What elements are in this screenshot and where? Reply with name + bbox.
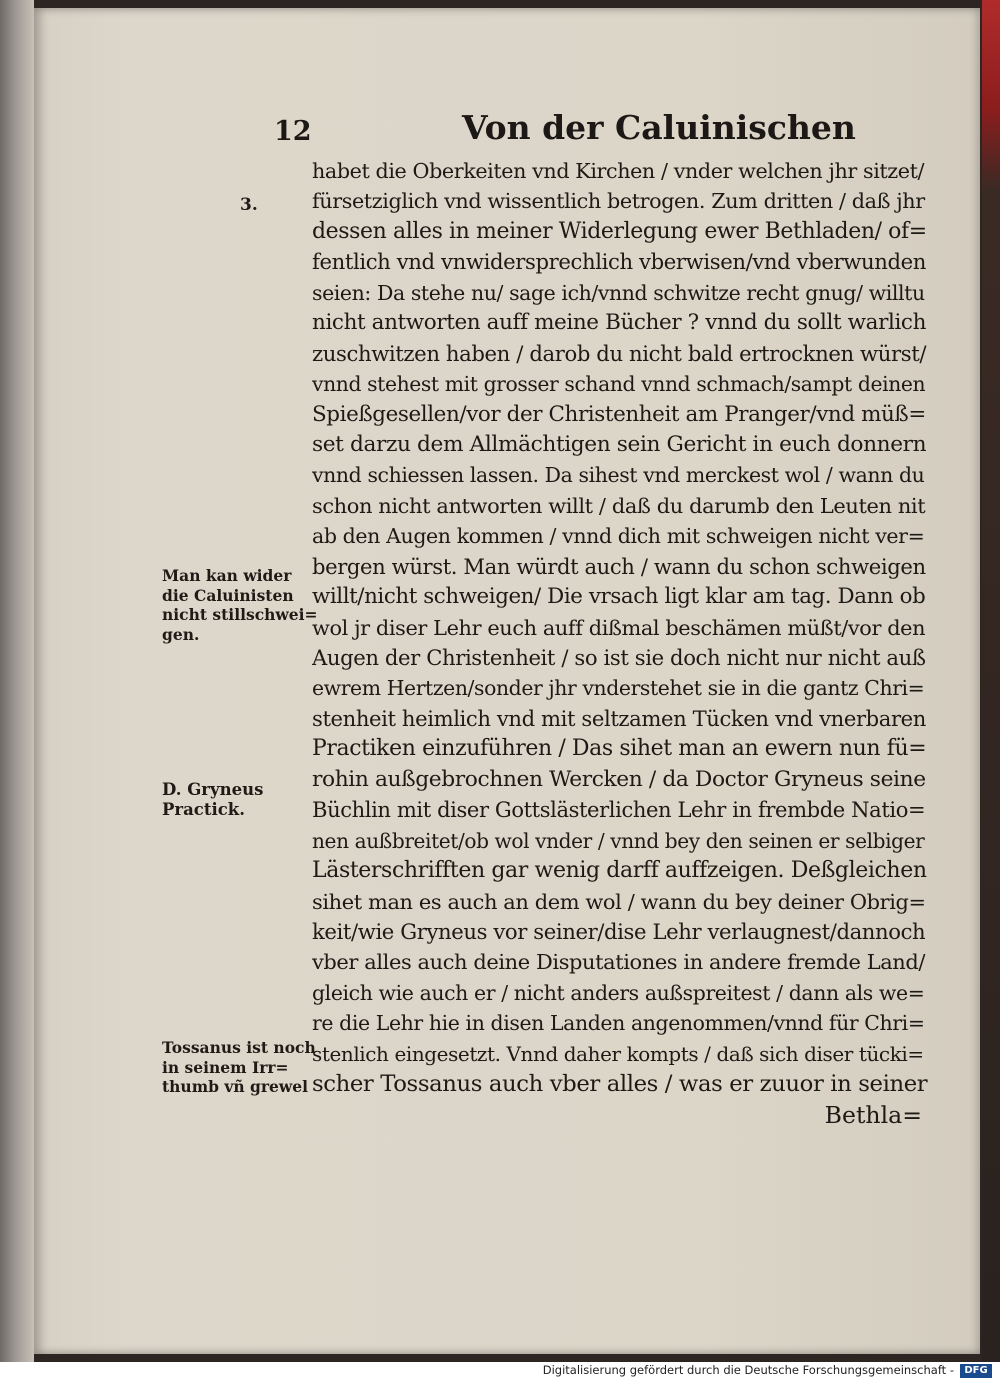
text-line: Büchlin mit diser Gottslästerlichen Lehr in frembde Natio= <box>312 797 926 823</box>
catchword: Bethla= <box>824 1100 922 1129</box>
text-line: re die Lehr hie in disen Landen angenommen/vnnd für Chri= <box>312 1011 925 1036</box>
text-line: schon nicht antworten willt / daß du darumb den Leuten nit <box>312 493 926 518</box>
text-line: set darzu dem Allmächtigen sein Gericht in euch donnern <box>312 431 927 457</box>
text-line: nicht antworten auff meine Bücher ? vnnd du sollt warlich <box>312 310 927 336</box>
margin-note-line: die Caluinisten <box>162 585 294 605</box>
dfg-logo[interactable]: DFG <box>960 1364 992 1378</box>
footer-bar <box>0 1362 1000 1381</box>
margin-note-line: in seinem Irr= <box>162 1057 289 1077</box>
text-line: ewrem Hertzen/sonder jhr vnderstehet sie in die gantz Chri= <box>312 676 925 701</box>
text-line: dessen alles in meiner Widerlegung ewer Bethladen/ of= <box>312 218 927 244</box>
text-line: bergen würst. Man würdt auch / wann du schon schweigen <box>312 553 926 579</box>
text-line: fürsetziglich vnd wissentlich betrogen. Zum dritten / daß jhr <box>312 189 925 214</box>
margin-note-line: Practick. <box>162 799 245 819</box>
text-line: nen außbreitet/ob wol vnder / vnnd bey den seinen er selbiger <box>312 828 925 853</box>
text-line: rohin außgebrochnen Wercken / da Doctor Gryneus seine <box>312 766 926 792</box>
book-spine-edge <box>0 0 34 1362</box>
text-line: Augen der Christenheit / so ist sie doch nicht nur nicht auß <box>312 645 926 670</box>
text-line: zuschwitzen haben / darob du nicht bald ertrocknen würst/ <box>312 340 927 366</box>
text-line: scher Tossanus auch vber alles / was er zuuor in seiner <box>312 1071 928 1098</box>
text-line: willt/nicht schweigen/ Die vrsach ligt klar am tag. Dann ob <box>312 584 926 610</box>
text-line: keit/wie Gryneus vor seiner/dise Lehr verlaugnest/dannoch <box>312 918 926 944</box>
text-line: sihet man es auch an dem wol / wann du bey deiner Obrig= <box>312 889 926 914</box>
text-line: vnnd stehest mit grosser schand vnnd schmach/sampt deinen <box>312 372 926 397</box>
text-line: vnnd schiessen lassen. Da sihest vnd merckest wol / wann du <box>312 463 925 488</box>
text-line: stenlich eingesetzt. Vnnd daher kompts / daß sich diser tücki= <box>312 1041 924 1066</box>
running-head <box>274 108 856 154</box>
text-line: ab den Augen kommen / vnnd dich mit schweigen nicht ver= <box>312 524 925 549</box>
text-line: seien: Da stehe nu/ sage ich/vnnd schwitze recht gnug/ willtu <box>312 280 925 305</box>
body-text <box>312 156 928 1130</box>
text-line: vber alles auch deine Disputationes in andere fremde Land/ <box>312 950 926 975</box>
text-line: habet die Oberkeiten vnd Kirchen / vnder welchen jhr sitzet/ <box>312 159 925 183</box>
funding-credit: Digitalisierung gefördert durch die Deutsche Forschungsgemeinschaft - <box>542 1363 954 1377</box>
text-line: Lästerschrifften gar wenig darff auffzeigen. Deßgleichen <box>312 858 927 884</box>
margin-note <box>162 566 317 644</box>
margin-numeral: 3. <box>240 195 258 215</box>
margin-note-line: gen. <box>162 624 200 644</box>
margin-note-line: Tossanus ist noch <box>162 1038 316 1057</box>
margin-note-line: D. Gryneus <box>162 780 264 799</box>
running-title: Von der Caluinischen <box>462 108 856 147</box>
margin-note-line: Man kan wider <box>162 566 292 585</box>
binding-edge <box>982 0 1000 1362</box>
text-line: Spießgesellen/vor der Christenheit am Pranger/vnd müß= <box>312 401 926 427</box>
text-line: wol jr diser Lehr euch auff dißmal beschämen müßt/vor den <box>312 615 926 640</box>
margin-note-line: thumb vñ grewel <box>162 1077 308 1096</box>
margin-note <box>162 1038 316 1097</box>
text-line: fentlich vnd vnwidersprechlich vberwisen/vnd vberwunden <box>312 249 927 275</box>
text-line: stenheit heimlich vnd mit seltzamen Tücken vnd vnerbaren <box>312 705 926 731</box>
text-line: Practiken einzuführen / Das sihet man an ewern nun fü= <box>312 736 927 762</box>
text-line: gleich wie auch er / nicht anders außspreitest / dann als we= <box>312 980 925 1005</box>
margin-note <box>162 780 263 819</box>
margin-note-line: nicht stillschwei= <box>162 605 318 624</box>
page-number: 12 <box>274 116 312 147</box>
